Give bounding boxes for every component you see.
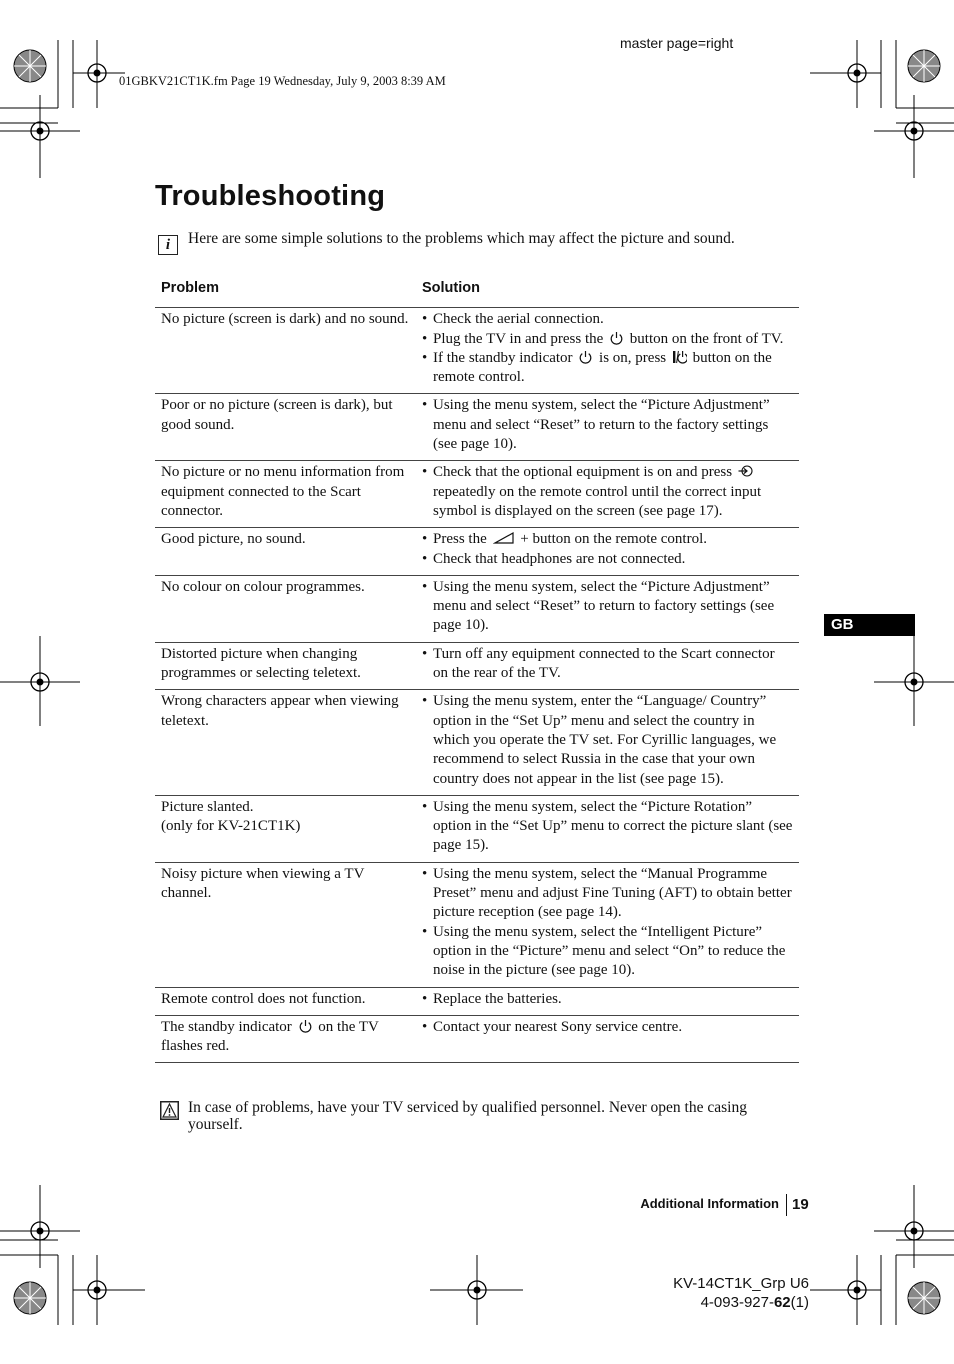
language-tab: GB [824, 614, 915, 636]
problem-cell: Good picture, no sound. [155, 528, 416, 576]
table-row [155, 308, 799, 394]
solution-text: If the standby indicator [433, 349, 577, 366]
table-row [155, 690, 799, 795]
solution-text: Plug the TV in and press the [433, 330, 608, 347]
solution-column-header: Solution [416, 276, 799, 308]
problem-cell: Remote control does not function. [155, 987, 416, 1015]
warning-icon [160, 1101, 179, 1120]
intro-text: Here are some simple solutions to the problems which may affect the picture and sound. [188, 230, 735, 247]
power-icon [578, 350, 593, 364]
solution-text: repeatedly on the remote control until the correct input symbol is displayed on the screen (see page 17). [433, 483, 762, 519]
solution-item: • Using the menu system, select the “Manual Programme Preset” menu and adjust Fine Tuning (AFT) to obtain better picture reception (see page 14). [422, 865, 793, 923]
page-title: Troubleshooting [155, 180, 386, 212]
solution-list [422, 645, 793, 684]
model-code: KV-14CT1K_Grp U6 [673, 1275, 809, 1292]
solution-item: • Using the menu system, select the “Picture Adjustment” menu and select “Reset” to return to the factory settings (see page 10). [422, 396, 793, 454]
solution-list [422, 396, 793, 454]
solution-item: • Check that headphones are not connected. [422, 550, 793, 569]
solution-cell [416, 308, 799, 394]
volume-icon [493, 531, 515, 545]
problem-cell: Picture slanted. (only for KV-21CT1K) [155, 795, 416, 862]
part-number-suffix: (1) [790, 1294, 809, 1311]
table-row [155, 987, 799, 1015]
solution-text: Check that the optional equipment is on and press [433, 464, 736, 481]
solution-item [422, 330, 793, 349]
solution-item [422, 463, 793, 521]
solution-item: • Using the menu system, select the “Intelligent Picture” option in the “Picture” menu and select “On” to reduce the noise in the picture (see page 10). [422, 923, 793, 981]
solution-cell [416, 575, 799, 642]
table-row [155, 528, 799, 576]
problem-cell [155, 1015, 416, 1063]
solution-cell [416, 795, 799, 862]
solution-cell [416, 690, 799, 795]
solution-text: + button on the remote control. [516, 531, 708, 548]
solution-list [422, 310, 793, 387]
problem-cell: Wrong characters appear when viewing teletext. [155, 690, 416, 795]
problem-cell: Distorted picture when changing programmes or selecting teletext. [155, 642, 416, 690]
solution-item: • Using the menu system, select the “Picture Adjustment” menu and select “Reset” to return to factory settings (see page 10). [422, 578, 793, 636]
power-icon [609, 331, 624, 345]
solution-cell [416, 862, 799, 987]
problem-text: The standby indicator [161, 1018, 296, 1035]
solution-text: button on the remote control. [433, 349, 772, 386]
warning-text: In case of problems, have your TV serviced by qualified personnel. Never open the casing yourself. [188, 1099, 747, 1133]
power-icon [298, 1019, 313, 1033]
part-number-revision: 62 [773, 1294, 791, 1311]
solution-item: • Replace the batteries. [422, 990, 793, 1009]
solution-cell [416, 642, 799, 690]
solution-item: • Turn off any equipment connected to the Scart connector on the rear of the TV. [422, 645, 793, 684]
solution-list [422, 990, 793, 1009]
solution-cell [416, 528, 799, 576]
problem-cell: Noisy picture when viewing a TV channel. [155, 862, 416, 987]
solution-list [422, 865, 793, 981]
solution-text: Press the [433, 531, 491, 548]
problem-cell: No colour on colour programmes. [155, 575, 416, 642]
table-header-row [155, 276, 799, 308]
table-row [155, 575, 799, 642]
solution-text: button on the front of TV. [626, 330, 784, 347]
input-select-icon [738, 464, 753, 478]
table-row [155, 1015, 799, 1063]
solution-list [422, 530, 793, 569]
problem-cell: No picture or no menu information from equipment connected to the Scart connector. [155, 461, 416, 528]
solution-item: • Using the menu system, select the “Picture Rotation” option in the “Set Up” menu to correct the picture slant (see page 15). [422, 798, 793, 856]
part-number [640, 1294, 809, 1311]
file-header: 01GBKV21CT1K.fm Page 19 Wednesday, July 9, 2003 8:39 AM [119, 74, 446, 88]
master-page-note: master page=right [620, 35, 734, 51]
table-row [155, 795, 799, 862]
problem-cell: No picture (screen is dark) and no sound. [155, 308, 416, 394]
standby-icon [672, 350, 687, 364]
page-number: 19 [792, 1196, 809, 1213]
problem-column-header: Problem [155, 276, 416, 308]
solution-text: is on, press [595, 349, 670, 366]
solution-list [422, 692, 793, 788]
footer-section-title: Additional Information [640, 1196, 779, 1211]
info-icon: i [158, 235, 178, 255]
problem-cell: Poor or no picture (screen is dark), but good sound. [155, 394, 416, 461]
solution-item: • Using the menu system, enter the “Language/ Country” option in the “Set Up” menu and select the country in which you operate the TV set. For Cyrillic languages, we recommend to select Russia in the case that your own country does not appear in the list (see page 15). [422, 692, 793, 788]
solution-item: • Check the aerial connection. [422, 310, 793, 329]
solution-cell [416, 394, 799, 461]
solution-list [422, 463, 793, 521]
solution-list [422, 578, 793, 636]
table-body [155, 308, 799, 1063]
table-row [155, 394, 799, 461]
solution-list [422, 798, 793, 856]
solution-item [422, 349, 793, 388]
table-row [155, 862, 799, 987]
solution-cell [416, 1015, 799, 1063]
part-number-prefix: 4-093-927- [700, 1294, 774, 1311]
table-row [155, 461, 799, 528]
solution-item: • Contact your nearest Sony service centre. [422, 1018, 793, 1037]
problem-text: on the TV flashes red. [161, 1018, 379, 1055]
table-row [155, 642, 799, 690]
solution-list [422, 1018, 793, 1037]
solution-cell [416, 987, 799, 1015]
footer-divider [786, 1194, 787, 1216]
troubleshooting-table [155, 276, 799, 1063]
solution-cell [416, 461, 799, 528]
solution-item [422, 530, 793, 549]
